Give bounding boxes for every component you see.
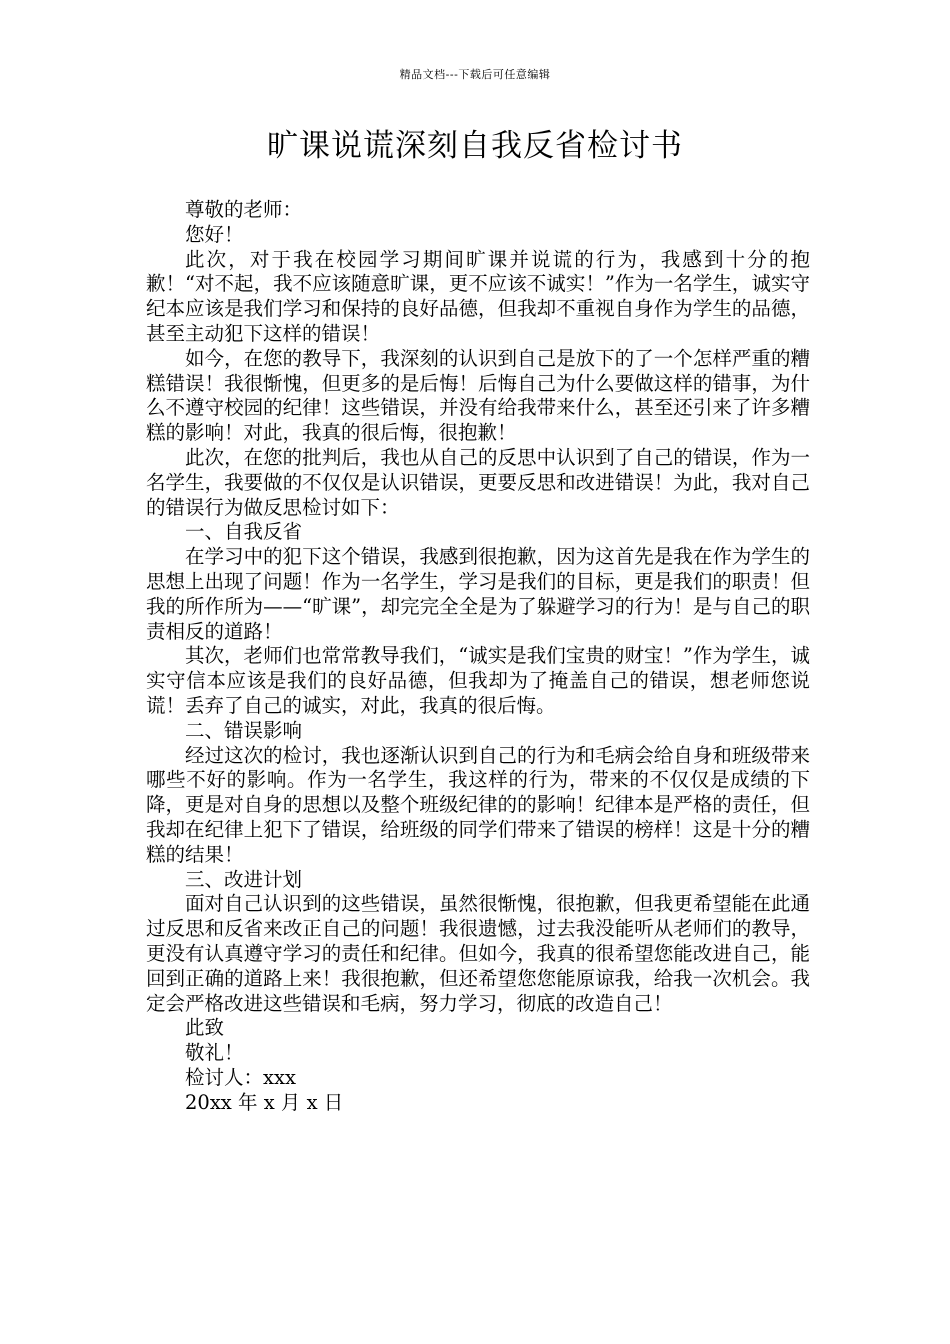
paragraph-apology: 此次，对于我在校园学习期间旷课并说谎的行为，我感到十分的抱歉！“对不起，我不应该随意旷课，更不应该不诚实！”作为一名学生，诚实守纪本应该是我们学习和保持的良好品德，但我却不重视自身作为学生的品德，甚至主动犯下这样的错误！: [146, 247, 810, 345]
closing-line-1: 此致: [185, 1016, 225, 1040]
greeting: 您好！: [185, 222, 244, 246]
paragraph-reflection-intro: 此次，在您的批判后，我也从自己的反思中认识到了自己的错误，作为一名学生，我要做的不仅仅是认识错误，更要反思和改进错误！为此，我对自己的错误行为做反思检讨如下：: [146, 445, 810, 519]
section-heading-impact: 二、错误影响: [185, 718, 303, 742]
header-note: 精品文档---下载后可任意编辑: [399, 68, 551, 81]
closing-line-2: 敬礼！: [185, 1041, 244, 1065]
section-heading-improvement: 三、改进计划: [185, 867, 303, 891]
paragraph-realization: 如今，在您的教导下，我深刻的认识到自己是放下的了一个怎样严重的糟糕错误！我很惭愧，但更多的是后悔！后悔自己为什么要做这样的错事，为什么不遵守校园的纪律！这些错误，并没有给我带来什么，甚至还引来了许多糟糕的影响！对此，我真的很后悔，很抱歉！: [146, 346, 810, 445]
paragraph-impact: 经过这次的检讨，我也逐渐认识到自己的行为和毛病会给自身和班级带来哪些不好的影响。作为一名学生，我这样的行为，带来的不仅仅是成绩的下降，更是对自身的思想以及整个班级纪律的的影响！纪律本是严格的责任，但我却在纪律上犯下了错误，给班级的同学们带来了错误的榜样！这是十分的糟糕的结果！: [146, 743, 810, 866]
date: 20xx 年 x 月 x 日: [185, 1090, 344, 1114]
salutation: 尊敬的老师：: [185, 198, 303, 221]
document-title: 旷课说谎深刻自我反省检讨书: [267, 128, 683, 164]
signer: 检讨人：xxx: [185, 1065, 296, 1089]
paragraph-self-reflection-1: 在学习中的犯下这个错误，我感到很抱歉，因为这首先是我在作为学生的思想上出现了问题！作为一名学生，学习是我们的目标，更是我们的职责！但我的所作所为——“旷课”，却完完全全是为了躲避学习的行为！是与自己的职责相反的道路！: [146, 545, 810, 643]
section-heading-self-reflection: 一、自我反省: [185, 520, 303, 544]
paragraph-improvement: 面对自己认识到的这些错误，虽然很惭愧，很抱歉，但我更希望能在此通过反思和反省来改正自己的问题！我很遗憾，过去我没能听从老师们的教导，更没有认真遵守学习的责任和纪律。但如今，我真的很希望您能改进自己，能回到正确的道路上来！我很抱歉，但还希望您您能原谅我，给我一次机会。我定会严格改进这些错误和毛病，努力学习，彻底的改造自己！: [146, 892, 810, 1015]
document-body: [146, 198, 810, 1115]
paragraph-self-reflection-2: 其次，老师们也常常教导我们，“诚实是我们宝贵的财宝！”作为学生，诚实守信本应该是我们的良好品德，但我却为了掩盖自己的错误，想老师您说谎！丢弃了自己的诚实，对此，我真的很后悔。: [146, 644, 810, 717]
